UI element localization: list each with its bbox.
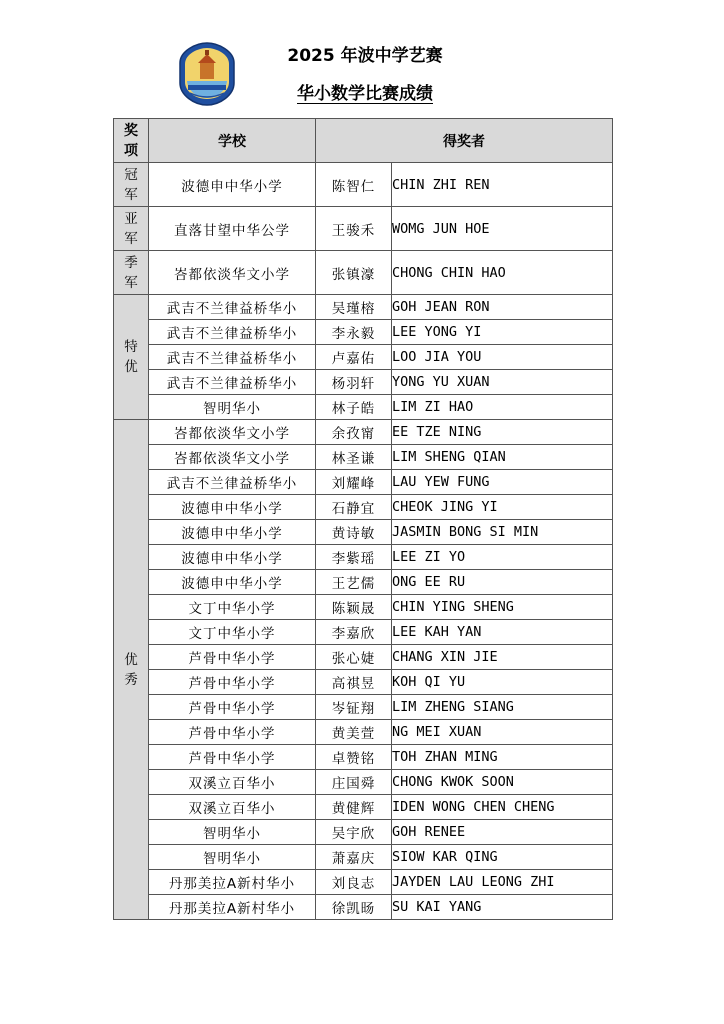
school-cell: 丹那美拉A新村华小 <box>149 870 316 895</box>
school-cell: 武吉不兰律益桥华小 <box>149 345 316 370</box>
english-name-cell: CHANG XIN JIE <box>392 645 613 670</box>
chinese-name-cell: 庄国舜 <box>316 770 392 795</box>
page-title: 2025 年波中学艺赛 <box>287 46 443 66</box>
table-row <box>114 370 613 395</box>
award-cell <box>114 207 149 251</box>
school-cell: 峇都依淡华文小学 <box>149 420 316 445</box>
english-name-cell: SU KAI YANG <box>392 895 613 920</box>
award-header-text: 奖项 <box>124 122 138 159</box>
english-name-cell: LEE KAH YAN <box>392 620 613 645</box>
english-name-cell: CHONG KWOK SOON <box>392 770 613 795</box>
school-emblem-logo <box>178 41 236 107</box>
table-header-row <box>114 119 613 163</box>
table-row <box>114 570 613 595</box>
english-name-cell: LIM SHENG QIAN <box>392 445 613 470</box>
chinese-name-cell: 萧嘉庆 <box>316 845 392 870</box>
chinese-name-cell: 林圣谦 <box>316 445 392 470</box>
chinese-name-cell: 刘良志 <box>316 870 392 895</box>
table-row <box>114 720 613 745</box>
english-name-cell: LIM ZI HAO <box>392 395 613 420</box>
table-row <box>114 163 613 207</box>
english-name-cell: GOH RENEE <box>392 820 613 845</box>
school-cell: 芦骨中华小学 <box>149 645 316 670</box>
chinese-name-cell: 黄诗敏 <box>316 520 392 545</box>
english-name-cell: WOMG JUN HOE <box>392 207 613 251</box>
table-row <box>114 670 613 695</box>
school-cell: 武吉不兰律益桥华小 <box>149 370 316 395</box>
school-cell: 芦骨中华小学 <box>149 670 316 695</box>
chinese-name-cell: 陈颖晟 <box>316 595 392 620</box>
school-cell: 直落甘望中华公学 <box>149 207 316 251</box>
english-name-cell: CHEOK JING YI <box>392 495 613 520</box>
chinese-name-cell: 岑钲翔 <box>316 695 392 720</box>
table-row <box>114 495 613 520</box>
chinese-name-cell: 卢嘉佑 <box>316 345 392 370</box>
table-row <box>114 745 613 770</box>
table-row <box>114 895 613 920</box>
school-cell: 文丁中华小学 <box>149 595 316 620</box>
school-cell: 波德申中华小学 <box>149 570 316 595</box>
school-cell: 智明华小 <box>149 845 316 870</box>
english-name-cell: EE TZE NING <box>392 420 613 445</box>
school-cell: 波德申中华小学 <box>149 520 316 545</box>
page-subtitle: 华小数学比赛成绩 <box>297 84 433 104</box>
table-row <box>114 395 613 420</box>
english-name-cell: LAU YEW FUNG <box>392 470 613 495</box>
chinese-name-cell: 吴瑾榕 <box>316 295 392 320</box>
english-name-cell: ONG EE RU <box>392 570 613 595</box>
english-name-cell: TOH ZHAN MING <box>392 745 613 770</box>
chinese-name-cell: 陈智仁 <box>316 163 392 207</box>
winner-column-header: 得奖者 <box>316 119 613 163</box>
school-cell: 双溪立百华小 <box>149 795 316 820</box>
school-cell: 波德申中华小学 <box>149 163 316 207</box>
chinese-name-cell: 吴宇欣 <box>316 820 392 845</box>
chinese-name-cell: 张心婕 <box>316 645 392 670</box>
chinese-name-cell: 高祺昱 <box>316 670 392 695</box>
chinese-name-cell: 徐凯旸 <box>316 895 392 920</box>
school-cell: 芦骨中华小学 <box>149 695 316 720</box>
school-cell: 智明华小 <box>149 395 316 420</box>
chinese-name-cell: 余孜甯 <box>316 420 392 445</box>
results-body <box>114 163 613 920</box>
english-name-cell: LOO JIA YOU <box>392 345 613 370</box>
table-row <box>114 251 613 295</box>
award-label: 优秀 <box>124 651 138 688</box>
table-row <box>114 207 613 251</box>
english-name-cell: LEE ZI YO <box>392 545 613 570</box>
table-row <box>114 770 613 795</box>
award-label: 亚军 <box>124 210 138 247</box>
award-cell <box>114 163 149 207</box>
english-name-cell: GOH JEAN RON <box>392 295 613 320</box>
english-name-cell: JASMIN BONG SI MIN <box>392 520 613 545</box>
chinese-name-cell: 林子皓 <box>316 395 392 420</box>
table-row <box>114 520 613 545</box>
english-name-cell: LEE YONG YI <box>392 320 613 345</box>
award-cell <box>114 251 149 295</box>
school-cell: 武吉不兰律益桥华小 <box>149 320 316 345</box>
award-label: 冠军 <box>124 166 138 203</box>
school-cell: 峇都依淡华文小学 <box>149 251 316 295</box>
table-row <box>114 620 613 645</box>
chinese-name-cell: 王骏禾 <box>316 207 392 251</box>
chinese-name-cell: 石静宜 <box>316 495 392 520</box>
chinese-name-cell: 刘耀峰 <box>316 470 392 495</box>
award-column-header <box>114 119 149 163</box>
school-cell: 文丁中华小学 <box>149 620 316 645</box>
table-row <box>114 420 613 445</box>
school-cell: 武吉不兰律益桥华小 <box>149 470 316 495</box>
chinese-name-cell: 李紫瑶 <box>316 545 392 570</box>
chinese-name-cell: 黄美萱 <box>316 720 392 745</box>
table-row <box>114 320 613 345</box>
table-row <box>114 545 613 570</box>
table-row <box>114 820 613 845</box>
chinese-name-cell: 王艺儒 <box>316 570 392 595</box>
award-cell <box>114 420 149 920</box>
english-name-cell: LIM ZHENG SIANG <box>392 695 613 720</box>
chinese-name-cell: 李嘉欣 <box>316 620 392 645</box>
chinese-name-cell: 黄健辉 <box>316 795 392 820</box>
english-name-cell: NG MEI XUAN <box>392 720 613 745</box>
school-cell: 智明华小 <box>149 820 316 845</box>
school-cell: 芦骨中华小学 <box>149 745 316 770</box>
table-row <box>114 795 613 820</box>
school-cell: 丹那美拉A新村华小 <box>149 895 316 920</box>
results-table <box>113 118 613 920</box>
english-name-cell: JAYDEN LAU LEONG ZHI <box>392 870 613 895</box>
school-cell: 峇都依淡华文小学 <box>149 445 316 470</box>
school-cell: 波德申中华小学 <box>149 495 316 520</box>
english-name-cell: IDEN WONG CHEN CHENG <box>392 795 613 820</box>
table-row <box>114 595 613 620</box>
table-row <box>114 295 613 320</box>
award-cell <box>114 295 149 420</box>
school-cell: 波德申中华小学 <box>149 545 316 570</box>
english-name-cell: SIOW KAR QING <box>392 845 613 870</box>
chinese-name-cell: 杨羽轩 <box>316 370 392 395</box>
school-cell: 双溪立百华小 <box>149 770 316 795</box>
table-row <box>114 870 613 895</box>
chinese-name-cell: 李永毅 <box>316 320 392 345</box>
school-cell: 芦骨中华小学 <box>149 720 316 745</box>
school-column-header: 学校 <box>149 119 316 163</box>
table-row <box>114 470 613 495</box>
award-label: 季军 <box>124 254 138 291</box>
award-label: 特优 <box>124 339 138 375</box>
english-name-cell: YONG YU XUAN <box>392 370 613 395</box>
english-name-cell: KOH QI YU <box>392 670 613 695</box>
table-row <box>114 845 613 870</box>
english-name-cell: CHONG CHIN HAO <box>392 251 613 295</box>
english-name-cell: CHIN ZHI REN <box>392 163 613 207</box>
table-row <box>114 345 613 370</box>
table-row <box>114 695 613 720</box>
table-row <box>114 445 613 470</box>
chinese-name-cell: 张镇濠 <box>316 251 392 295</box>
table-row <box>114 645 613 670</box>
school-cell: 武吉不兰律益桥华小 <box>149 295 316 320</box>
chinese-name-cell: 卓赞铭 <box>316 745 392 770</box>
english-name-cell: CHIN YING SHENG <box>392 595 613 620</box>
